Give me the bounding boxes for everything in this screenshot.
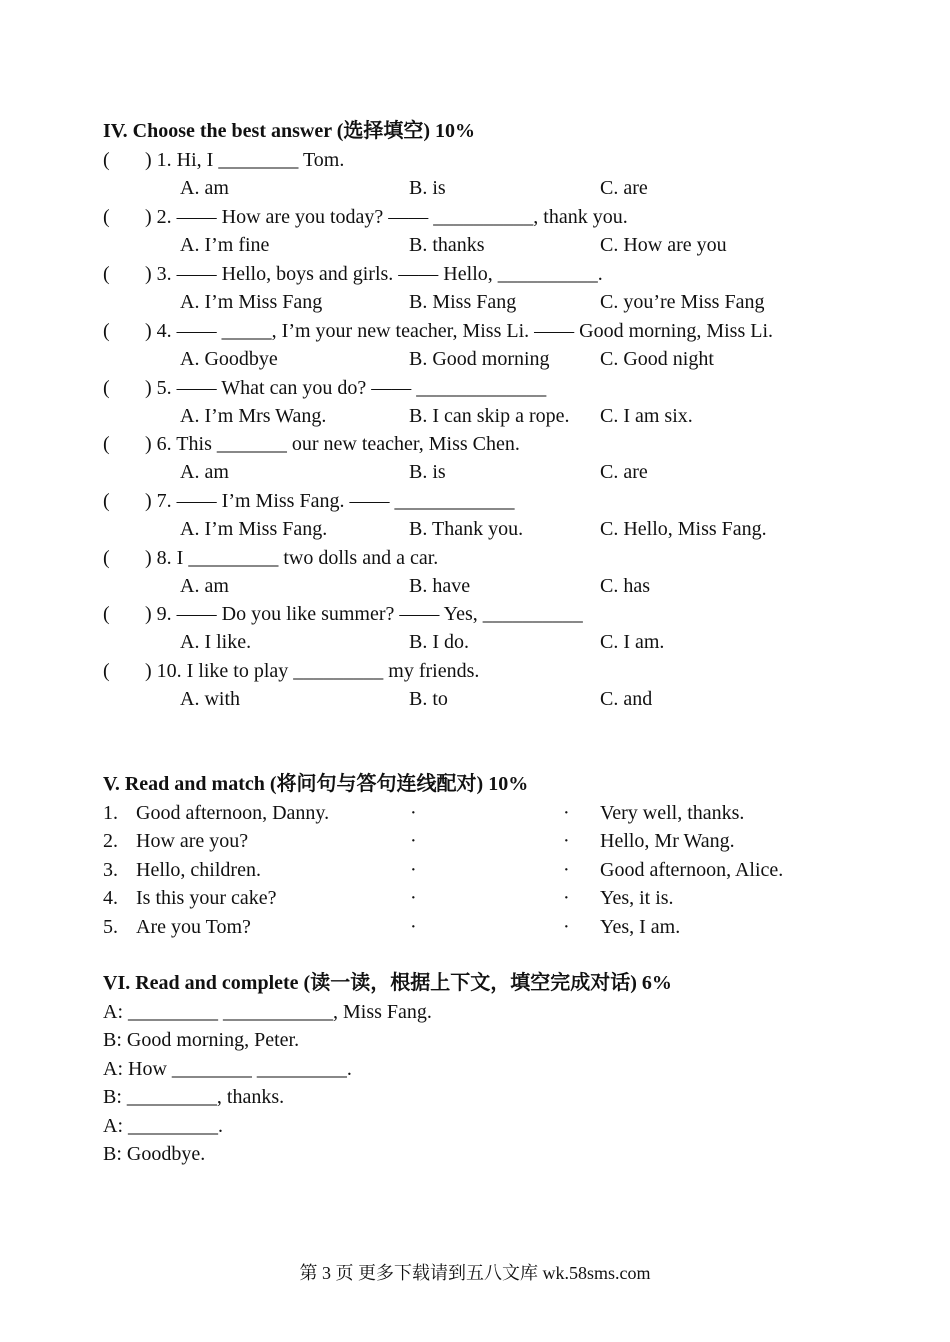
q5-option-a: A. I’m Mrs Wang. [180, 405, 327, 427]
match-right-dot-4[interactable]: · [563, 887, 570, 909]
match-answer-1: Very well, thanks. [600, 802, 745, 824]
q3-option-a: A. I’m Miss Fang [180, 291, 323, 313]
q5-option-c: C. I am six. [600, 405, 693, 427]
question-2-stem: ) 2. —— How are you today? —— __________, thank you. [145, 206, 628, 228]
question-7: ( ) 7. —— I’m Miss Fang. —— ____________ [103, 490, 515, 512]
question-4: ( ) 4. —— _____, I’m your new teacher, Miss Li. —— Good morning, Miss Li. [103, 320, 774, 342]
q10-option-c: C. and [600, 688, 653, 710]
q2-option-c: C. How are you [600, 234, 727, 256]
q6-option-a: A. am [180, 461, 229, 483]
question-10-stem: ) 10. I like to play _________ my friends. [145, 660, 480, 682]
match-left-dot-5[interactable]: · [410, 916, 417, 938]
question-2: ( ) 2. —— How are you today? —— __________, thank you. [103, 206, 628, 228]
match-question-3: Hello, children. [136, 859, 261, 881]
dialogue-line-5[interactable]: A: _________. [103, 1115, 223, 1137]
question-3-stem: ) 3. —— Hello, boys and girls. —— Hello, __________. [145, 263, 603, 285]
question-7-stem: ) 7. —— I’m Miss Fang. —— ____________ [145, 490, 515, 512]
dialogue-line-1[interactable]: A: _________ ___________, Miss Fang. [103, 1001, 432, 1023]
q7-option-c: C. Hello, Miss Fang. [600, 518, 767, 540]
page-footer: 第 3 页 更多下载请到五八文库 wk.58sms.com [299, 1263, 651, 1283]
match-right-dot-5[interactable]: · [563, 916, 570, 938]
match-answer-3: Good afternoon, Alice. [600, 859, 784, 881]
match-left-dot-1[interactable]: · [410, 802, 417, 824]
match-question-5: Are you Tom? [136, 916, 251, 938]
match-left-dot-2[interactable]: · [410, 830, 417, 852]
question-9-stem: ) 9. —— Do you like summer? —— Yes, __________ [145, 603, 583, 625]
match-right-dot-3[interactable]: · [563, 859, 570, 881]
match-left-dot-4[interactable]: · [410, 887, 417, 909]
q4-option-a: A. Goodbye [180, 348, 278, 370]
dialogue-line-2: B: Good morning, Peter. [103, 1029, 300, 1051]
q2-option-a: A. I’m fine [180, 234, 270, 256]
q1-option-a: A. am [180, 177, 229, 199]
q9-option-a: A. I like. [180, 631, 252, 653]
dialogue-line-6: B: Goodbye. [103, 1143, 206, 1165]
question-9: ( ) 9. —— Do you like summer? —— Yes, __________ [103, 603, 583, 625]
question-4-stem: ) 4. —— _____, I’m your new teacher, Miss Li. —— Good morning, Miss Li. [145, 320, 774, 342]
q4-option-c: C. Good night [600, 348, 714, 370]
q4-option-b: B. Good morning [409, 348, 550, 370]
q1-option-c: C. are [600, 177, 648, 199]
match-question-4: Is this your cake? [136, 887, 277, 909]
section5-heading: V. Read and match (将问句与答句连线配对) 10% [103, 773, 529, 795]
section6-heading: VI. Read and complete (读一读，根据上下文，填空完成对话) 6% [103, 972, 672, 994]
q9-option-b: B. I do. [409, 631, 469, 653]
question-8: ( ) 8. I _________ two dolls and a car. [103, 547, 439, 569]
question-5-stem: ) 5. —— What can you do? —— _____________ [145, 377, 547, 399]
match-number-1: 1. [103, 802, 118, 824]
q3-option-b: B. Miss Fang [409, 291, 517, 313]
match-question-2: How are you? [136, 830, 249, 852]
match-answer-2: Hello, Mr Wang. [600, 830, 735, 852]
question-3: ( ) 3. —— Hello, boys and girls. —— Hello, __________. [103, 263, 603, 285]
section4-heading: IV. Choose the best answer (选择填空) 10% [103, 120, 476, 142]
question-1-stem: ) 1. Hi, I ________ Tom. [145, 149, 345, 171]
question-5: ( ) 5. —— What can you do? —— _____________ [103, 377, 547, 399]
q7-option-a: A. I’m Miss Fang. [180, 518, 328, 540]
q10-option-a: A. with [180, 688, 240, 710]
question-1: ( ) 1. Hi, I ________ Tom. [103, 149, 345, 171]
match-number-4: 4. [103, 887, 118, 909]
q6-option-c: C. are [600, 461, 648, 483]
q2-option-b: B. thanks [409, 234, 485, 256]
q7-option-b: B. Thank you. [409, 518, 524, 540]
dialogue-line-4[interactable]: B: _________, thanks. [103, 1086, 285, 1108]
match-number-3: 3. [103, 859, 118, 881]
question-6: ( ) 6. This _______ our new teacher, Miss Chen. [103, 433, 520, 455]
question-8-stem: ) 8. I _________ two dolls and a car. [145, 547, 439, 569]
q5-option-b: B. I can skip a rope. [409, 405, 570, 427]
match-number-2: 2. [103, 830, 118, 852]
match-right-dot-2[interactable]: · [563, 830, 570, 852]
q8-option-c: C. has [600, 575, 650, 597]
match-answer-5: Yes, I am. [600, 916, 681, 938]
match-left-dot-3[interactable]: · [410, 859, 417, 881]
q9-option-c: C. I am. [600, 631, 665, 653]
q6-option-b: B. is [409, 461, 446, 483]
match-answer-4: Yes, it is. [600, 887, 674, 909]
q10-option-b: B. to [409, 688, 448, 710]
match-right-dot-1[interactable]: · [563, 802, 570, 824]
question-10: ( ) 10. I like to play _________ my friends. [103, 660, 480, 682]
dialogue-line-3[interactable]: A: How ________ _________. [103, 1058, 352, 1080]
q1-option-b: B. is [409, 177, 446, 199]
q8-option-a: A. am [180, 575, 229, 597]
question-6-stem: ) 6. This _______ our new teacher, Miss Chen. [145, 433, 520, 455]
q8-option-b: B. have [409, 575, 471, 597]
match-question-1: Good afternoon, Danny. [136, 802, 330, 824]
q3-option-c: C. you’re Miss Fang [600, 291, 765, 313]
match-number-5: 5. [103, 916, 118, 938]
